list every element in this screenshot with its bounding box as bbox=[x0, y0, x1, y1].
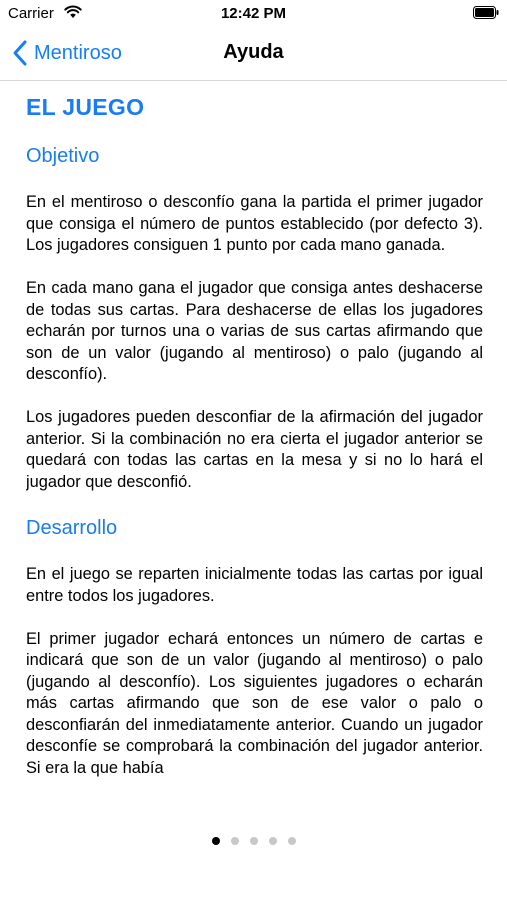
help-content[interactable] bbox=[26, 80, 483, 808]
page-control[interactable] bbox=[0, 834, 507, 848]
battery-icon bbox=[473, 6, 499, 19]
clock: 12:42 PM bbox=[220, 5, 287, 22]
objective-paragraph-1: En el mentiroso o desconfío gana la partida el primer jugador que consiga el número de puntos establecido (por defecto 3). Los jugadores consiguen 1 punto por cada mano ganada. bbox=[26, 193, 483, 254]
objective-paragraph-2: En cada mano gana el jugador que consiga antes deshacerse de todas sus cartas. Para deshacerse de ellas los jugadores echarán por turnos una o varias de sus cartas afirmando que son de un valor (jugando al mentiroso) o palo (jugando al desconfío). bbox=[26, 279, 483, 383]
page-dot-3[interactable] bbox=[250, 837, 258, 845]
back-button-label: Mentiroso bbox=[34, 41, 122, 64]
development-paragraph-2: El primer jugador echará entonces un número de cartas e indicará que son de un valor (jugando al mentiroso) o palo (jugando al desconfío). Los siguientes jugadores o echarán más cartas afirmando que son de ese valor o palo o desconfiarán del inmediatamente anterior. Cuando un jugador desconfíe se comprobará la combinación del jugador anterior. Si era la que había bbox=[26, 629, 483, 777]
page-dot-4[interactable] bbox=[269, 837, 277, 845]
page-title: Ayuda bbox=[223, 41, 284, 63]
objective-paragraph-3: Los jugadores pueden desconfiar de la afirmación del jugador anterior. Si la combinación no era cierta el jugador anterior se quedará con todas las cartas en la mesa y si no lo hará el jugador que desconfió. bbox=[26, 408, 483, 491]
status-bar bbox=[0, 0, 507, 28]
development-heading: Desarrollo bbox=[26, 517, 118, 539]
objective-heading: Objetivo bbox=[26, 145, 100, 167]
page-dot-2[interactable] bbox=[231, 837, 239, 845]
page-dot-1[interactable] bbox=[212, 837, 220, 845]
page-dot-5[interactable] bbox=[288, 837, 296, 845]
navigation-bar bbox=[0, 28, 507, 81]
carrier-label: Carrier bbox=[8, 5, 54, 22]
development-paragraph-1: En el juego se reparten inicialmente todas las cartas por igual entre todos los jugadores. bbox=[26, 565, 483, 605]
section-title: EL JUEGO bbox=[26, 94, 145, 120]
